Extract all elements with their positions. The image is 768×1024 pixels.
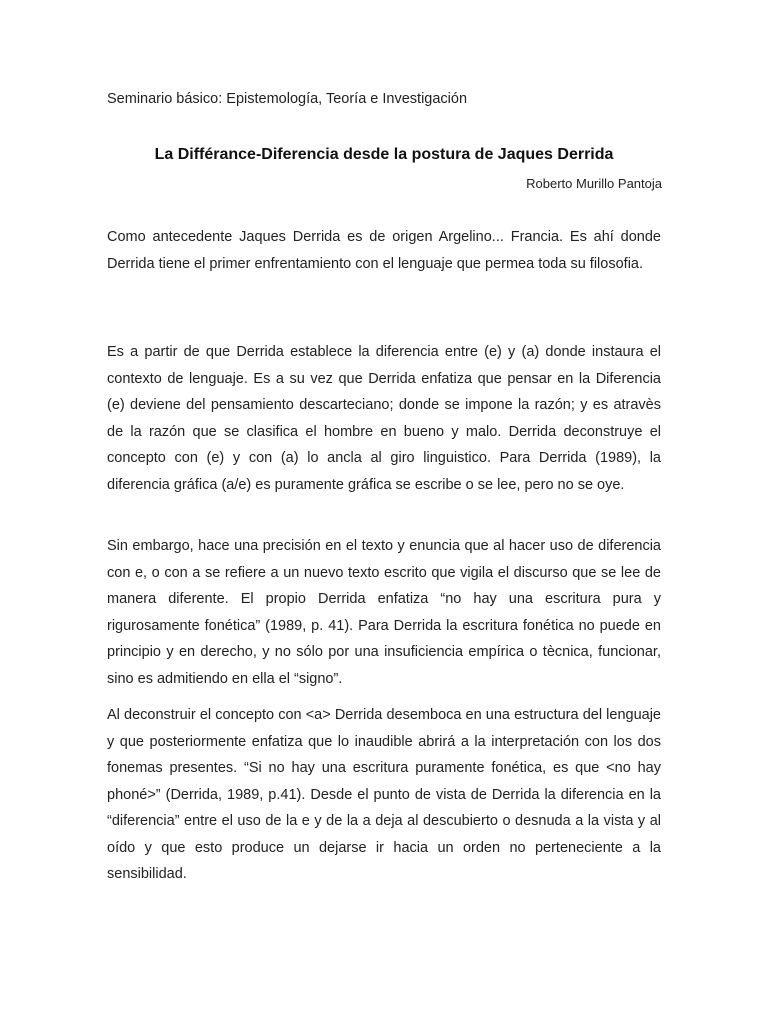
paragraph-3: Sin embargo, hace una precisión en el texto y enuncia que al hacer uso de diferencia con e, o con a se refiere a un nuevo texto escrito que vigila el discurso que se lee de manera diferente. El propio Derrida enfatiza “no hay una escritura pura y rigurosamente fonética” (1989, p. 41). Para Derrida la escritura fonética no puede en principio y en derecho, y no sólo por una insuficiencia empírica o tècnica, funcionar, sino es admitiendo en ella el “signo”.	[107, 538, 661, 687]
document-title: La Différance-Diferencia desde la postura de Jaques Derrida	[154, 146, 614, 163]
author-name: Roberto Murillo Pantoja	[526, 176, 662, 191]
paragraph-4: Al deconstruir el concepto con <a> Derrida desemboca en una estructura del lenguaje y que posteriormente enfatiza que lo inaudible abrirá a la interpretación con los dos fonemas presentes. “Si no hay una escritura puramente fonética, es que <no hay phoné>” (Derrida, 1989, p.41). Desde el punto de vista de Derrida la diferencia en la “diferencia” entre el uso de la e y de la a deja al descubierto o desnuda a la vista y al oído y que esto produce un dejarse ir hacia un orden no perteneciente a la sensibilidad.	[107, 707, 661, 882]
paragraph-2: Es a partir de que Derrida establece la diferencia entre (e) y (a) donde instaura el contexto de lenguaje. Es a su vez que Derrida enfatiza que pensar en la Diferencia (e) deviene del pensamiento descarteciano; donde se impone la razón; y es atravès de la razón que se clasifica el hombre en bueno y malo. Derrida deconstruye el concepto con (e) y con (a) lo ancla al giro linguistico. Para Derrida (1989), la diferencia gráfica (a/e) es puramente gráfica se escribe o se lee, pero no se oye.	[107, 344, 661, 493]
course-heading: Seminario básico: Epistemología, Teoría e Investigación	[107, 91, 468, 107]
paragraph-1: Como antecedente Jaques Derrida es de origen Argelino... Francia. Es ahí donde Derrida tiene el primer enfrentamiento con el lenguaje que permea toda su filosofia.	[107, 229, 661, 272]
